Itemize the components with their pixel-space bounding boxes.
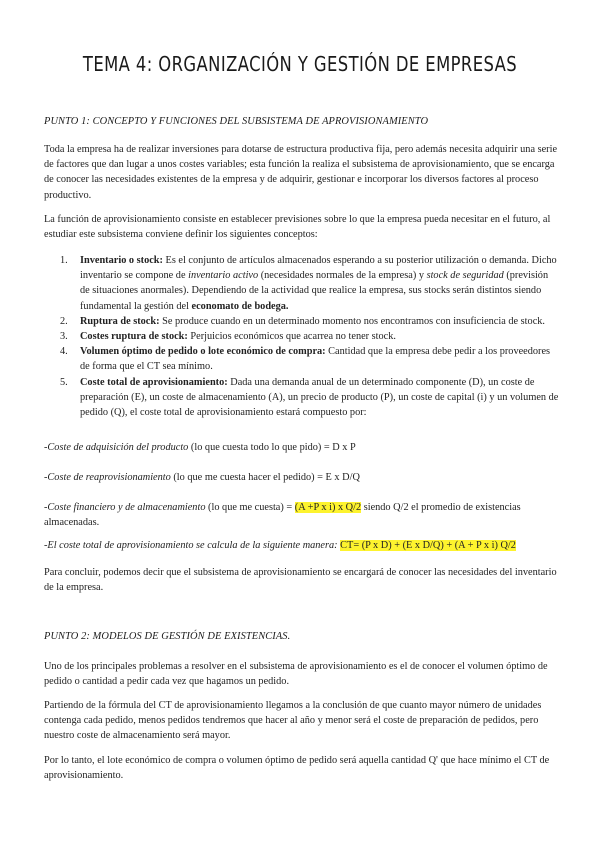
term-costes-ruptura: Costes ruptura de stock: [80, 331, 188, 343]
section-1-intro: Toda la empresa ha de realizar inversiones para dotarse de estructura productiva fija, pero además necesita adquirir una serie de factores que dan lugar a unos costes variables; esta función la realiza el subsistema de aprovisionamiento, que se encarga de conocer las necesidades existentes de la empresa y de adquirir, gestionar e incorporar los diversos factores al proceso productivo. [44, 144, 558, 201]
page-title: TEMA 4: ORGANIZACIÓN Y GESTIÓN DE EMPRESAS [82, 52, 518, 76]
section-2-paragraph-3: Por lo tanto, el lote económico de compra o volumen óptimo de pedido será aquella cantidad Q' que hace mínimo el CT de aprovisionamiento. [44, 755, 550, 782]
conclusion-paragraph: Para concluir, podemos decir que el subsistema de aprovisionamiento se encargará de conocer las necesidades del inventario de la empresa. [44, 567, 557, 594]
section-2-paragraph-2: Partiendo de la fórmula del CT de aprovisionamiento llegamos a la conclusión de que cuanto mayor número de unidades contenga cada pedido, menos pedidos tendremos que hacer al año y menor será el coste de preparación de pedidos, pero nuestro coste de almacenamiento será mayor. [44, 700, 542, 742]
cost-acquisition: -Coste de adquisición del producto (lo que cuesta todo lo que pido) = D x P [44, 442, 356, 453]
list-item: 4. Volumen óptimo de pedido o lote económico de compra: Cantidad que la empresa debe pedir a los proveedores de forma que el CT sea mínimo. [60, 346, 551, 373]
term-coste-total: Coste total de aprovisionamiento: [80, 376, 228, 388]
total-formula-highlight: CT= (P x D) + (E x D/Q) + (A + P x i) Q/2 [340, 540, 516, 551]
cost-total: -El coste total de aprovisionamiento se calcula de la siguiente manera: CT= (P x D) + (E x D/Q) + (A + P x i) Q/2 [44, 540, 516, 551]
section-1-heading: PUNTO 1: CONCEPTO Y FUNCIONES DEL SUBSISTEMA DE APROVISIONAMIENTO [44, 116, 429, 127]
section-2-heading: PUNTO 2: MODELOS DE GESTIÓN DE EXISTENCIAS. [44, 631, 291, 642]
financial-formula-highlight: (A +P x i) x Q/2 [294, 502, 362, 513]
list-item: 5. Coste total de aprovisionamiento: Dada una demanda anual de un determinado componente (D), un coste de preparación (E), un coste de almacenamiento (A), un precio de producto (P), un coste de capital (i) y un volumen de pedido (Q), el coste total de aprovisionamiento estará compuesto por: [60, 376, 559, 419]
list-item: 1. Inventario o stock: Es el conjunto de artículos almacenados esperando a su posterior utilización o demanda. Dicho inventario se compone de inventario activo (necesidades normales de la empresa) y stock de seguridad (previsión de situaciones anormales). Dependiendo de la actividad que realice la empresa, sus stocks serán distintos siendo fundamental la gestión del economato de bodega. [60, 255, 557, 312]
term-ruptura: Ruptura de stock: [80, 315, 160, 327]
term-inventario: Inventario o stock: [80, 255, 163, 266]
term-volumen-optimo: Volumen óptimo de pedido o lote económico de compra: [80, 346, 326, 358]
concepts-list [44, 253, 560, 420]
function-paragraph: La función de aprovisionamiento consiste en establecer previsiones sobre lo que la empresa pueda necesitar en el futuro, al estudiar este subsistema conviene definir los siguientes conceptos: [44, 214, 551, 241]
list-item: 3. Costes ruptura de stock: Perjuicios económicos que acarrea no tener stock. [60, 331, 396, 343]
cost-financial: -Coste financiero y de almacenamiento (lo que me cuesta) = (A +P x i) x Q/2 siendo Q/2 el promedio de existencias almacenadas. [44, 502, 521, 529]
section-2-paragraph-1: Uno de los principales problemas a resolver en el subsistema de aprovisionamiento es el de conocer el volumen óptimo de pedido o cantidad a pedir cada vez que hagamos un pedido. [44, 661, 548, 688]
cost-reprovisioning: -Coste de reaprovisionamiento (lo que me cuesta hacer el pedido) = E x D/Q [44, 472, 360, 483]
list-item: 2. Ruptura de stock: Se produce cuando en un determinado momento nos encontramos con insuficiencia de stock. [60, 315, 545, 327]
